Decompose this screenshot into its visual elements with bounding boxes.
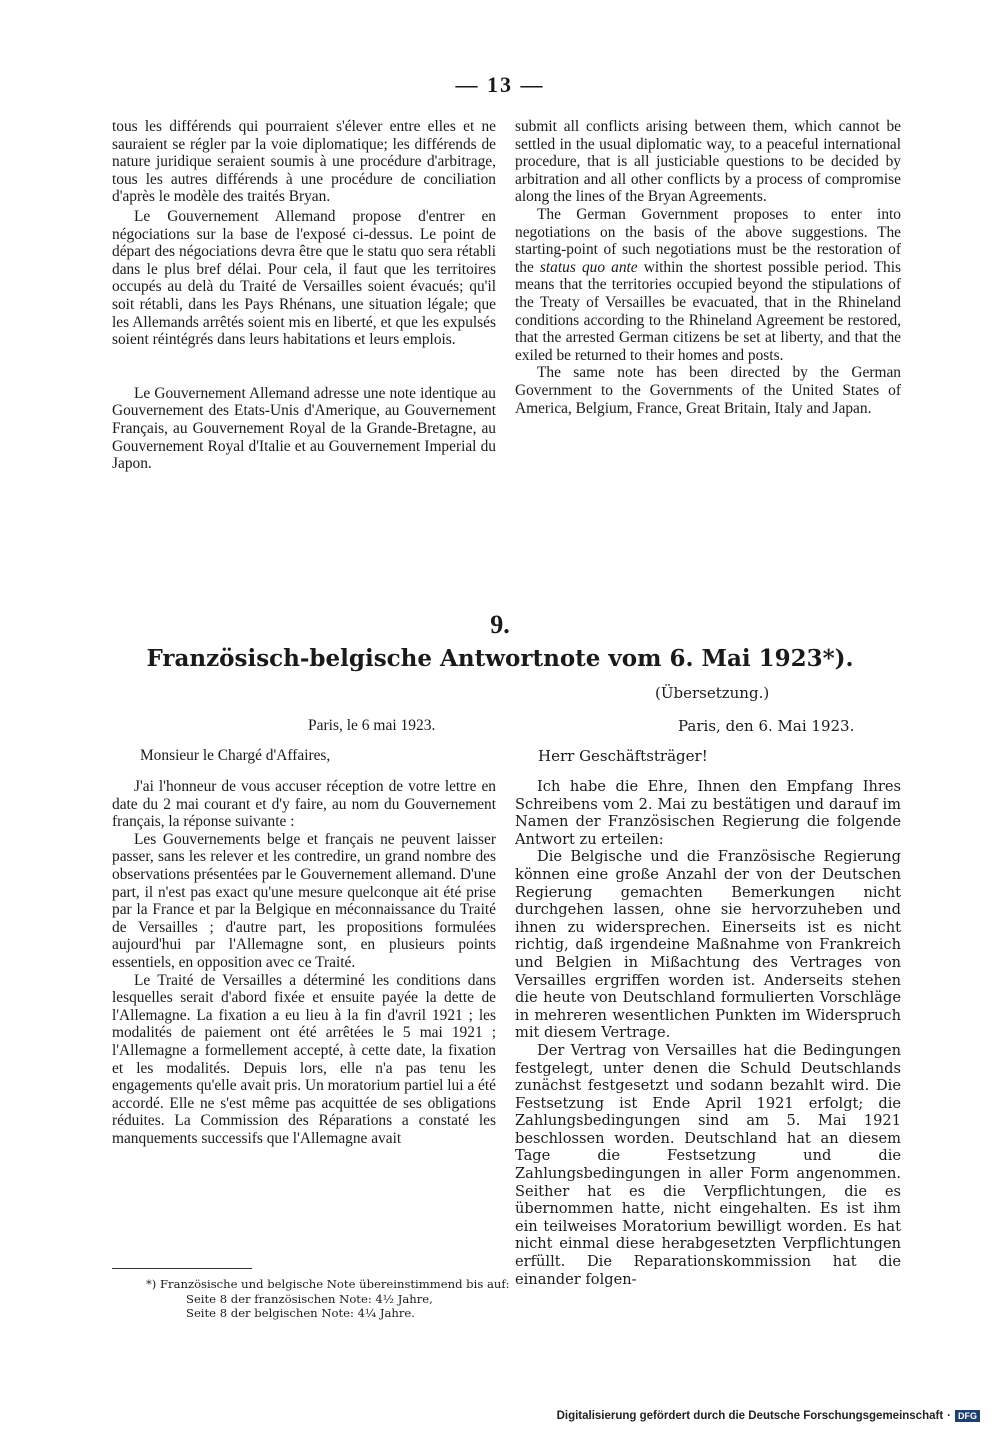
section-title: Französisch-belgische Antwortnote vom 6. Mai 1923*). <box>146 645 854 672</box>
paragraph: Die Belgische und die Französische Regierung können eine große Anzahl der von der Deutschen Regierung gemachten Bemerkungen nicht durchgehen lassen, ohne sie hervorzuheben und ihnen zu widersprechen. Einerseits ist es nicht richtig, daß irgendeine Maßnahme von Frankreich und Belgien in Mißachtung des Vertrages von Versailles ergriffen worden ist. Anderseits stehen die heute von Deutschland formulierten Vorschläge in mehreren wesentlichen Punkten im Widerspruch mit diesem Vertrage. <box>515 848 901 1042</box>
top-left-column <box>112 118 496 473</box>
footnote-line: Seite 8 der französischen Note: 4½ Jahre, <box>186 1291 433 1306</box>
digitization-credit <box>557 1410 980 1422</box>
page-number: — 13 — <box>455 72 545 97</box>
footnote-line: Seite 8 der belgischen Note: 4¼ Jahre. <box>186 1306 415 1320</box>
paragraph-text: The German Government proposes to enter into negotiations on the basis of the above suggestions. The starting-point of such negotiations must be the restoration of the <box>515 205 901 276</box>
footnote <box>146 1277 510 1321</box>
german-letter-column <box>515 778 901 1288</box>
paragraph: The same note has been directed by the German Government to the Governments of the United States of America, Belgium, France, Great Britain, Italy and Japan. <box>515 364 901 417</box>
paragraph: tous les différends qui pourraient s'élever entre elles et ne sauraient se régler par la voie diplomatique; les différends de nature juridique seraient soumis à une procédure d'arbitrage, tous les autres différends à une procédure de conciliation d'après le modèle des traités Bryan. <box>112 118 496 206</box>
section-number: 9. <box>490 610 510 639</box>
paragraph: J'ai l'honneur de vous accuser réception de votre lettre en date du 2 mai courant et d'y faire, au nom du Gouvernement français, la réponse suivante : <box>112 778 496 831</box>
paragraph: Ich habe die Ehre, Ihnen den Empfang Ihres Schreibens vom 2. Mai zu bestätigen und darauf im Namen der Französischen Regierung die folgende Antwort zu erteilen: <box>515 778 901 848</box>
paragraph-text: within the shortest possible period. This means that the territories occupied beyond the stipulations of the Treaty of Versailles be evacuated, that in the Rhineland conditions according to the Rhineland Agreement be restored, that the arrested German citizens be set at liberty, and that the exiled be returned to their homes and posts. <box>515 258 901 364</box>
dfg-logo-icon: DFG <box>955 1410 980 1422</box>
french-dateline: Paris, le 6 mai 1923. <box>308 717 436 734</box>
german-salutation: Herr Geschäftsträger! <box>538 747 708 765</box>
french-salutation: Monsieur le Chargé d'Affaires, <box>140 747 331 764</box>
paragraph: Le Gouvernement Allemand propose d'entrer en négociations sur la base de l'exposé ci-dessus. Le point de départ des négociations devra être que le statu quo sera rétabli dans le plus bref délai. Pour cela, il faut que les territoires occupés au delà du Traité de Versailles soient évacués; qu'il soit rétabli, dans les Pays Rhénans, une situation légale; que les Allemands arrêtés soient mis en liberté, et que les expulsés soient réintégrés dans leurs habitations et leurs emplois. <box>112 207 496 349</box>
paragraph: Der Vertrag von Versailles hat die Bedingungen festgelegt, unter denen die Schuld Deutschlands zunächst festgesetzt und sodann bezahlt wird. Die Festsetzung ist Ende April 1921 erfolgt; die Zahlungsbedingungen sind am 5. Mai 1921 beschlossen worden. Deutschland hat an diesem Tage die Festsetzung und die Zahlungsbedingungen in aller Form angenommen. Seither hat es die Verpflichtungen, die es übernommen hatte, nicht eingehalten. Es ist ihm ein teilweises Moratorium bewilligt worden. Es hat nicht einmal diese herabgesetzten Verpflichtungen erfüllt. Die Reparationskommission hat die einander folgen- <box>515 1041 901 1288</box>
paragraph: Le Traité de Versailles a déterminé les conditions dans lesquelles serait d'abord fixée et ensuite payée la dette de l'Allemagne. La fixation a eu lieu à la fin d'avril 1921 ; les modalités de paiement ont été arrêtées le 5 mai 1921 ; l'Allemagne a formellement accepté, à cette date, la fixation et les modalités. Depuis lors, elle n'a pas tenu les engagements qu'elle avait pris. Un moratorium partiel lui a été accordé. Elle ne s'est même pas acquittée de ses obligations réduites. La Commission des Réparations a constaté les manquements successifs que l'Allemagne avait <box>112 971 496 1147</box>
credit-text: Digitalisierung gefördert durch die Deutsche Forschungsgemeinschaft <box>556 1410 944 1422</box>
french-letter-column <box>112 778 496 1147</box>
paragraph: Le Gouvernement Allemand adresse une note identique au Gouvernement des Etats-Unis d'Amerique, au Gouvernement Français, au Gouvernement Royal de la Grande-Bretagne, au Gouvernement Royal d'Italie et au Gouvernement Imperial du Japon. <box>112 384 496 473</box>
paragraph <box>515 206 901 364</box>
paragraph: submit all conflicts arising between them, which cannot be settled in the usual diplomatic way, to a peaceful international procedure, that is all justiciable questions to be decided by arbitration and all other conflicts by a process of compromise along the lines of the Bryan Agreements. <box>515 118 901 206</box>
italic-phrase: status quo ante <box>539 258 638 276</box>
credit-separator: · <box>947 1410 951 1422</box>
translation-note: (Übersetzung.) <box>655 684 770 702</box>
footnote-rule <box>112 1268 252 1269</box>
footnote-line: *) Französische und belgische Note übereinstimmend bis auf: <box>146 1277 510 1291</box>
paragraph: Les Gouvernements belge et français ne peuvent laisser passer, sans les relever et les contredire, un grand nombre des observations présentées par le Gouvernement allemand. D'une part, il n'est pas exact qu'une mesure quelconque ait été prise par la France et par la Belgique en méconnaissance du Traité de Versailles ; d'autre part, les propositions formulées aujourd'hui par l'Allemagne sont, en plusieurs points essentiels, en opposition avec ce Traité. <box>112 830 496 971</box>
german-dateline: Paris, den 6. Mai 1923. <box>678 717 855 735</box>
top-right-column <box>515 118 901 417</box>
